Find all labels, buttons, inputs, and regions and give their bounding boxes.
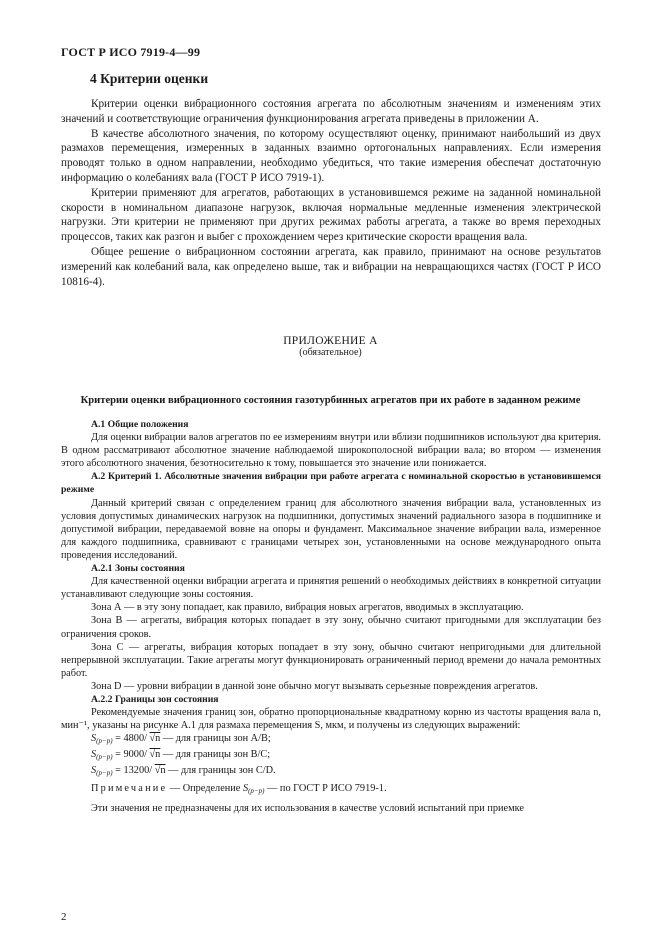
a22-text: Рекомендуемые значения границ зон, обратно пропорциональные квадратному корню из частоты вращения вала n, мин⁻¹, указаны на рисунке А.1 для размаха перемещения S, мкм, и получены из следующих выражений: (61, 707, 601, 732)
a21-title: А.2.1 Зоны состояния (91, 563, 185, 575)
section-4-paragraph: Критерии применяют для агрегатов, работающих в установившемся режиме на заданной номинальной скорости в номинальном диапазоне нагрузок, включая нормальные медленные изменения электрической нагрузки. Эти критерии не применяют при других режимах работы агрегата, а также во время переходных процессов, таких как разгон и выбег с прохождением через критические скорости вращения вала. (61, 186, 601, 244)
a22-title: А.2.2 Границы зон состояния (91, 693, 219, 705)
a21-text: Для качественной оценки вибрации агрегата и принятия решений о необходимых действиях в конкретной ситуации устанавливают следующие зоны состояния. (61, 576, 601, 601)
zone-b-text: Зона В — агрегаты, вибрация которых попадает в эту зону, обычно считают пригодными для эксплуатации без ограничения сроков. (61, 615, 601, 640)
section-4-paragraph: Общее решение о вибрационном состоянии агрегата, как правило, принимают на основе результатов измерений как колебаний вала, как определено выше, так и вибрации на невращающихся частях (ГОСТ Р ИСО 10816-4). (61, 245, 601, 288)
zone-a-text: Зона А — в эту зону попадает, как правило, вибрация новых агрегатов, вводимых в эксплуатацию. (91, 602, 524, 614)
a2-text: Данный критерий связан с определением границ для абсолютного значения вибрации вала, установленных из условия допустимых динамических нагрузок на подшипники, допустимых значений радиального зазора в подшипнике и допустимой вибрации, передаваемой вовне на опоры и фундамент. Максимальное значение вибрации вала, измеренное для каждого подшипника, сравнивают с границами четырех зон, установленными на основе международного опыта проведения исследований. (61, 497, 601, 561)
formula-ab: S(p−p) = 4800/ √n — для границы зон А/В; (91, 733, 271, 746)
page-number: 2 (61, 911, 67, 923)
note: Примечание — Определение S(p−p) — по ГОСТ Р ИСО 7919-1. (91, 783, 387, 796)
formula-cd: S(p−p) = 13200/ √n — для границы зон С/D. (91, 765, 276, 778)
last-paragraph: Эти значения не предназначены для их использования в качестве условий испытаний при приемке (91, 803, 524, 815)
appendix-body (61, 418, 601, 815)
appendix-title: ПРИЛОЖЕНИЕ А (283, 335, 378, 347)
a1-text: Для оценки вибрации валов агрегатов по ее измерениям внутри или вблизи подшипников используют два критерия. В одном рассматривают абсолютное значение наблюдаемой широкополосной вибрации вала; во втором — изменения этого абсолютного значения, безотносительно к тому, повышается это значение или понижается. (61, 432, 602, 470)
section-4-paragraph: Критерии оценки вибрационного состояния агрегата по абсолютным значениям и изменениям этих значений и соответствующие ограничения функционирования агрегата приведены в приложении А. (61, 98, 601, 125)
appendix-status: (обязательное) (299, 347, 362, 358)
zone-d-text: Зона D — уровни вибрации в данной зоне обычно могут вызывать серьезные повреждения агрегатов. (91, 680, 538, 692)
note-label: Примечание (91, 783, 168, 795)
zone-c-text: Зона С — агрегаты, вибрация которых попадает в эту зону, обычно считают непригодными для длительной непрерывной эксплуатации. Такие агрегаты могут функционировать ограниченный период времени до начала ремонтных работ. (61, 641, 601, 679)
document-header: ГОСТ Р ИСО 7919-4—99 (61, 45, 201, 59)
section-4-title: 4 Критерии оценки (90, 71, 209, 86)
formula-bc: S(p−p) = 9000/ √n — для границы зон В/С; (91, 749, 271, 762)
a2-title: А.2 Критерий 1. Абсолютные значения вибрации при работе агрегата с номинальной скоростью в установившемся режиме (61, 471, 601, 496)
section-4-paragraph: В качестве абсолютного значения, по которому осуществляют оценку, принимают наибольший из двух размахов перемещения, измеренных в заданных взаимно ортогональных направлениях. Если измерения проводят только в одном направлении, необходимо убедиться, что такие измерения обеспечат достаточную информацию о колебаниях вала (ГОСТ Р ИСО 7919-1). (61, 127, 601, 184)
section-4-body (61, 97, 601, 289)
appendix-heading: Критерии оценки вибрационного состояния газотурбинных агрегатов при их работе в заданном режиме (80, 395, 581, 406)
a1-title: А.1 Общие положения (91, 419, 189, 430)
